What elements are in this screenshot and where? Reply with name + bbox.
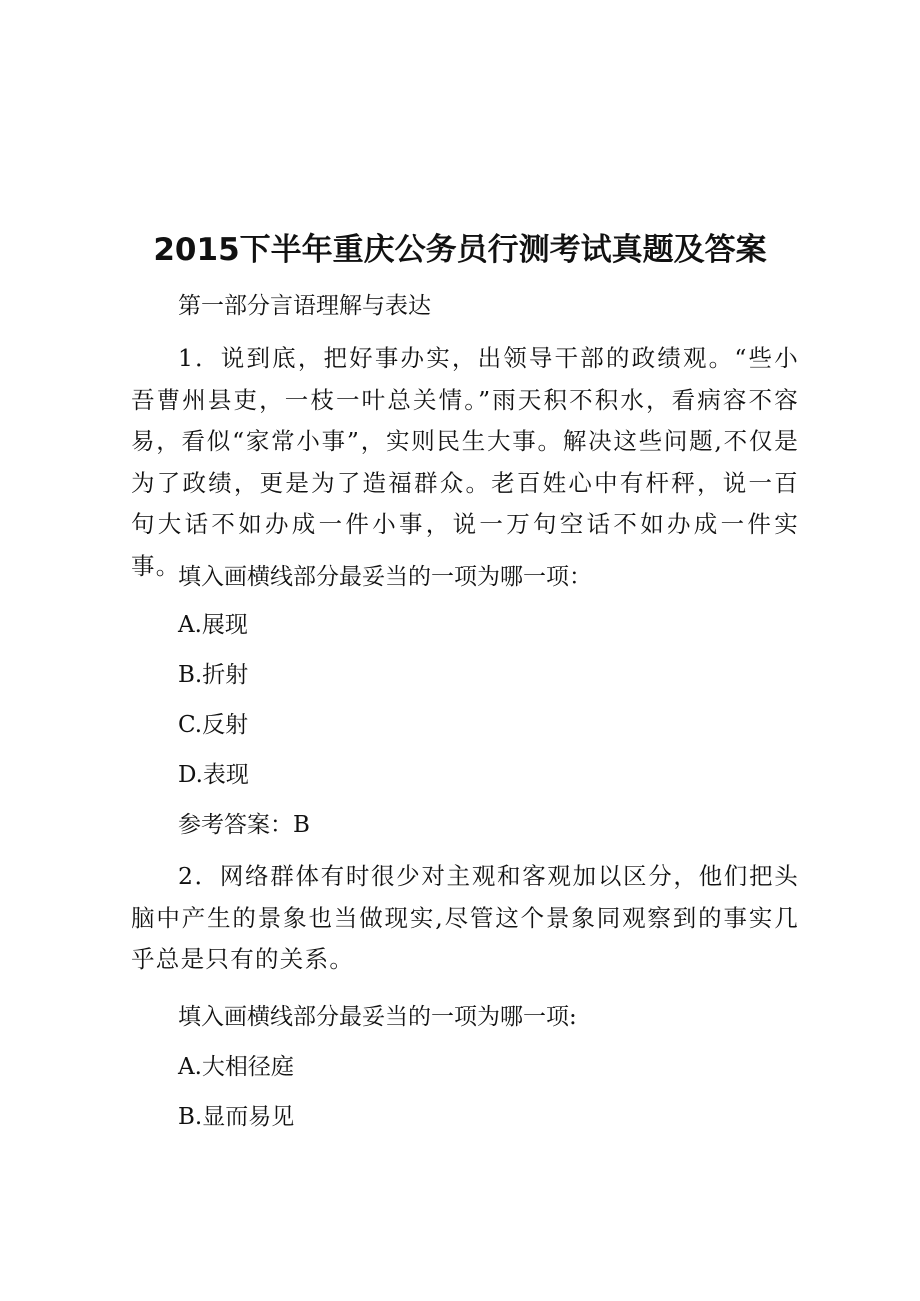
question-2-prompt: 填入画横线部分最妥当的一项为哪一项:: [178, 1004, 577, 1030]
question-1-option-a: A.展现: [178, 612, 248, 638]
document-title: 2015下半年重庆公务员行测考试真题及答案: [153, 232, 767, 268]
question-1-option-c: C.反射: [178, 712, 249, 738]
question-1-prompt: 填入画横线部分最妥当的一项为哪一项：: [178, 564, 592, 590]
question-1-text: 1．说到底，把好事办实，出领导干部的政绩观。“些小吾曹州县吏，一枝一叶总关情。”雨天积不积水，看病容不容易，看似“家常小事”，实则民生大事。解决这些问题,不仅是为了政绩，更是为了造福群众。老百姓心中有杆秤，说一百句大话不如办成一件小事，说一万句空话不如办成一件实事。: [131, 344, 799, 580]
question-2-option-b: B.显而易见: [178, 1104, 295, 1130]
question-1-option-d: D.表现: [178, 762, 249, 788]
question-1-answer: 参考答案：B: [178, 812, 310, 838]
question-2-text: 2．网络群体有时很少对主观和客观加以区分，他们把头脑中产生的景象也当做现实,尽管这个景象同观察到的事实几乎总是只有的关系。: [131, 862, 799, 974]
section-heading: 第一部分言语理解与表达: [178, 293, 431, 319]
question-1-option-b: B.折射: [178, 662, 249, 688]
question-2-option-a: A.大相径庭: [178, 1054, 294, 1080]
